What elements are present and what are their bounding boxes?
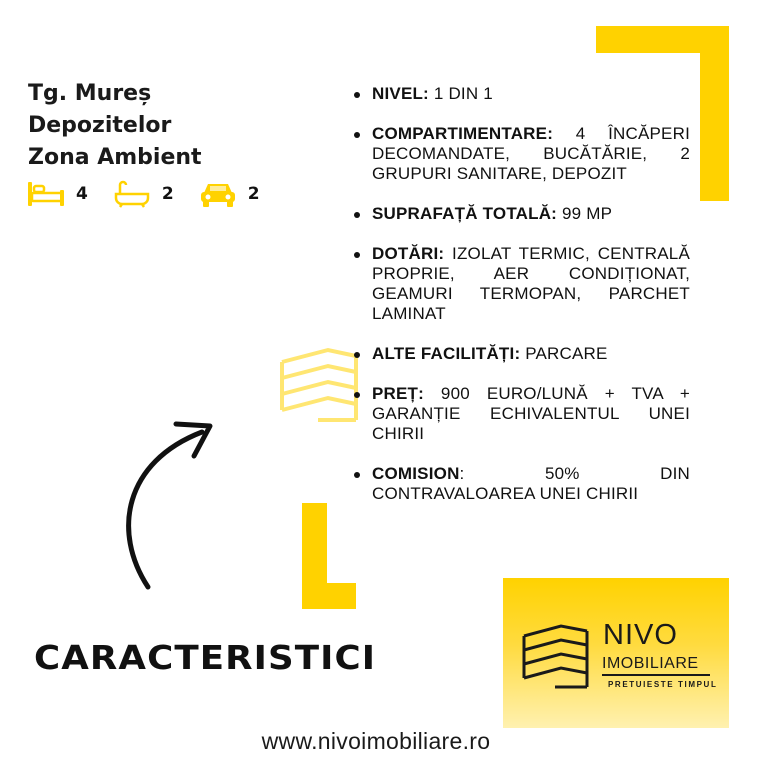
yellow-frame-top-right-side [700,26,729,201]
bedrooms-count: 4 [76,184,88,204]
feature-label: PREȚ: [372,384,424,403]
watermark-logo [278,344,360,424]
feature-value: PARCARE [520,344,608,363]
feature-label: COMPARTIMENTARE: [372,124,554,143]
feature-value: 1 DIN 1 [428,84,493,103]
yellow-frame-bottom-left-base [302,583,356,609]
feature-layout [352,124,690,184]
feature-label: DOTĂRI: [372,244,445,263]
curved-arrow-icon [110,412,230,597]
brand-tagline: PRETUIESTE TIMPUL [608,680,718,689]
feature-price [352,384,690,444]
feature-label: ALTE FACILITĂȚI: [372,344,521,363]
feature-value: : 50% DIN CONTRAVALOAREA UNEI CHIRII [372,464,690,503]
feature-equipment [352,244,690,324]
car-icon [198,180,238,208]
feature-level [352,84,690,104]
page-title: CARACTERISTICI [34,638,377,677]
address-city: Tg. Mureș [28,81,152,106]
feature-commission [352,464,690,504]
brand-name: NIVO [603,619,678,651]
brand-subtitle: IMOBILIARE [602,655,699,672]
feature-area [352,204,690,224]
feature-label: COMISION [372,464,460,483]
feature-value: 99 MP [557,204,613,223]
bed-icon [26,180,66,208]
parking-count: 2 [247,184,260,204]
address-area: Zona Ambient [28,145,202,170]
amenities-row [26,180,260,208]
address-street: Depozitelor [28,113,172,138]
feature-value: IZOLAT TERMIC, CENTRALĂ PROPRIE, AER CONDIȚIONAT, GEAMURI TERMOPAN, PARCHET LAMINAT [372,244,690,323]
property-address [28,78,202,174]
feature-value: 900 EURO/LUNĂ + TVA + GARANȚIE ECHIVALENTUL UNEI CHIRII [372,384,690,443]
feature-facilities [352,344,690,364]
website-link[interactable]: www.nivoimobiliare.ro [261,728,491,754]
bathtub-icon [112,180,152,208]
brand-divider [602,674,710,676]
nivo-logo-icon [521,622,591,690]
features-list [352,84,690,524]
feature-label: NIVEL: [372,84,429,103]
feature-label: SUPRAFAȚĂ TOTALĂ: [372,204,558,223]
feature-value: 4 ÎNCĂPERI DECOMANDATE, BUCĂTĂRIE, 2 GRUPURI SANITARE, DEPOZIT [372,124,690,183]
bathrooms-count: 2 [161,184,174,204]
